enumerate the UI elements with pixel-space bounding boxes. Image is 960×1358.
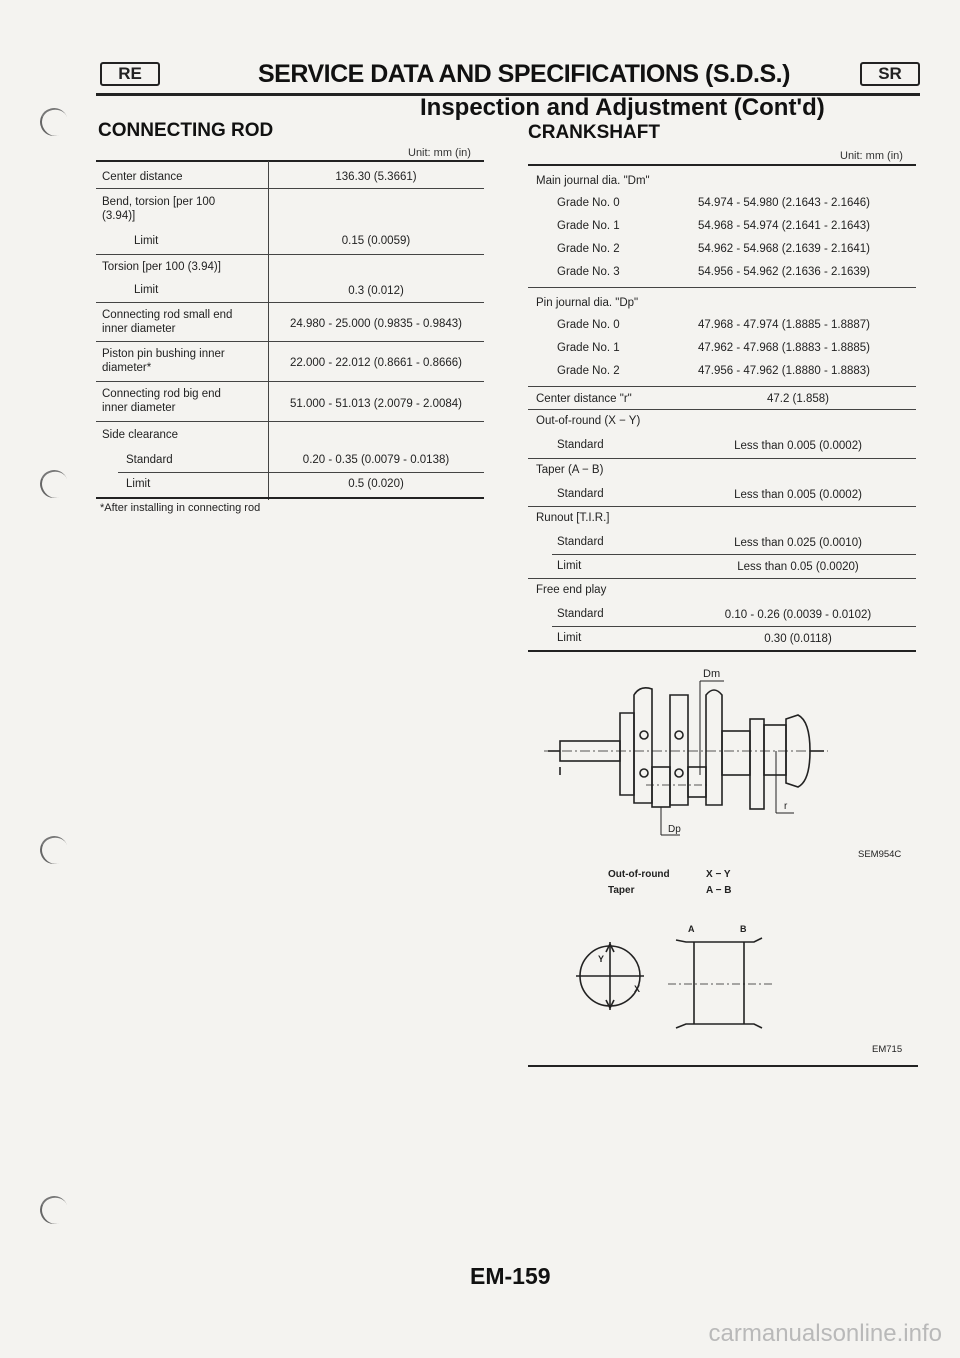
side-clearance-label: Side clearance bbox=[102, 429, 179, 441]
table-rule bbox=[118, 472, 484, 473]
binder-hole bbox=[36, 1192, 72, 1228]
runout-limit-label: Limit bbox=[557, 560, 582, 572]
table-rule bbox=[96, 497, 484, 499]
main-journal-label: Main journal dia. "Dm" bbox=[536, 175, 650, 187]
dm-label: Dm bbox=[703, 668, 721, 680]
crankshaft-title: CRANKSHAFT bbox=[528, 122, 660, 143]
table-rule bbox=[96, 188, 484, 189]
page-header-title: SERVICE DATA AND SPECIFICATIONS (S.D.S.) bbox=[258, 60, 790, 88]
page-subtitle: Inspection and Adjustment (Cont'd) bbox=[420, 94, 825, 121]
big-end-label-line1: Connecting rod big end bbox=[102, 388, 221, 400]
table-rule bbox=[528, 458, 916, 459]
table-rule bbox=[96, 421, 484, 422]
y-label: Y bbox=[598, 954, 605, 964]
grade-label: Grade No. 2 bbox=[557, 365, 620, 377]
torsion-limit-label: Limit bbox=[134, 284, 159, 296]
bend-label-line1: Bend, torsion [per 100 bbox=[102, 196, 216, 208]
center-distance-r-label: Center distance "r" bbox=[536, 393, 632, 405]
runout-label: Runout [T.I.R.] bbox=[536, 512, 610, 524]
engine-badge-sr: SR bbox=[860, 62, 920, 86]
binder-hole bbox=[36, 832, 72, 868]
center-distance-label: Center distance bbox=[102, 171, 183, 183]
side-clearance-standard-label: Standard bbox=[126, 454, 173, 466]
table-rule bbox=[528, 386, 916, 387]
bend-limit-label: Limit bbox=[134, 235, 159, 247]
small-end-label-line1: Connecting rod small end bbox=[102, 309, 233, 321]
connecting-rod-unit: Unit: mm (in) bbox=[408, 147, 471, 159]
table-rule bbox=[552, 626, 916, 627]
grade-label: Grade No. 2 bbox=[557, 243, 620, 255]
end-play-standard-label: Standard bbox=[557, 608, 604, 620]
grade-value: 54.956 - 54.962 (2.1636 - 2.1639) bbox=[698, 266, 870, 278]
page-number: EM-159 bbox=[470, 1263, 551, 1289]
figure1-code: SEM954C bbox=[858, 849, 902, 860]
legend-term-out-of-round: Out-of-round bbox=[608, 869, 670, 880]
taper-standard-label: Standard bbox=[557, 488, 604, 500]
table-rule bbox=[96, 341, 484, 342]
taper-label: Taper (A − B) bbox=[536, 464, 604, 476]
grade-label: Grade No. 0 bbox=[557, 319, 620, 331]
table-rule bbox=[96, 381, 484, 382]
table-rule bbox=[552, 554, 916, 555]
bushing-label-line1: Piston pin bushing inner bbox=[102, 348, 225, 360]
torsion-label: Torsion [per 100 (3.94)] bbox=[102, 261, 221, 273]
runout-limit-value: Less than 0.05 (0.0020) bbox=[737, 561, 859, 573]
a-label: A bbox=[688, 924, 695, 934]
grade-label: Grade No. 1 bbox=[557, 342, 620, 354]
grade-value: 54.974 - 54.980 (2.1643 - 2.1646) bbox=[698, 197, 870, 209]
journal-measurement-diagram bbox=[528, 912, 920, 1068]
small-end-label-line2: inner diameter bbox=[102, 323, 176, 335]
engine-badge-re: RE bbox=[100, 62, 160, 86]
legend-value-taper: A − B bbox=[706, 885, 732, 896]
big-end-label-line2: inner diameter bbox=[102, 402, 176, 414]
crankshaft-unit: Unit: mm (in) bbox=[840, 150, 903, 162]
bend-label-line2: (3.94)] bbox=[102, 210, 136, 222]
table-rule bbox=[528, 506, 916, 507]
taper-standard-value: Less than 0.005 (0.0002) bbox=[734, 489, 862, 501]
torsion-limit-value: 0.3 (0.012) bbox=[348, 285, 404, 297]
dp-label: Dp bbox=[668, 824, 681, 835]
figure2-code: EM715 bbox=[872, 1044, 903, 1055]
table-rule bbox=[528, 287, 916, 288]
big-end-value: 51.000 - 51.013 (2.0079 - 2.0084) bbox=[290, 398, 462, 410]
table-rule bbox=[528, 164, 916, 166]
legend-value-out-of-round: X − Y bbox=[706, 869, 731, 880]
bushing-value: 22.000 - 22.012 (0.8661 - 0.8666) bbox=[290, 357, 462, 369]
grade-label: Grade No. 0 bbox=[557, 197, 620, 209]
grade-value: 54.962 - 54.968 (2.1639 - 2.1641) bbox=[698, 243, 870, 255]
runout-standard-value: Less than 0.025 (0.0010) bbox=[734, 537, 862, 549]
small-end-value: 24.980 - 25.000 (0.9835 - 0.9843) bbox=[290, 318, 462, 330]
connecting-rod-footnote: *After installing in connecting rod bbox=[100, 502, 261, 514]
out-of-round-label: Out-of-round (X − Y) bbox=[536, 415, 641, 427]
grade-label: Grade No. 1 bbox=[557, 220, 620, 232]
pin-journal-label: Pin journal dia. "Dp" bbox=[536, 297, 639, 309]
crankshaft-diagram bbox=[528, 655, 920, 915]
r-label: r bbox=[784, 801, 788, 812]
table-rule bbox=[528, 409, 916, 410]
b-label: B bbox=[740, 924, 747, 934]
binder-hole bbox=[36, 104, 72, 140]
side-clearance-limit-value: 0.5 (0.020) bbox=[348, 478, 404, 490]
grade-value: 47.962 - 47.968 (1.8883 - 1.8885) bbox=[698, 342, 870, 354]
table-rule bbox=[96, 254, 484, 255]
end-play-limit-value: 0.30 (0.0118) bbox=[764, 633, 832, 645]
grade-value: 54.968 - 54.974 (2.1641 - 2.1643) bbox=[698, 220, 870, 232]
x-label: X bbox=[634, 984, 641, 994]
grade-label: Grade No. 3 bbox=[557, 266, 620, 278]
grade-value: 47.956 - 47.962 (1.8880 - 1.8883) bbox=[698, 365, 870, 377]
watermark: carmanualsonline.info bbox=[708, 1320, 942, 1347]
out-of-round-standard-value: Less than 0.005 (0.0002) bbox=[734, 440, 862, 452]
center-distance-r-value: 47.2 (1.858) bbox=[766, 393, 829, 405]
end-play-label: Free end play bbox=[536, 584, 607, 596]
legend-term-taper: Taper bbox=[608, 885, 635, 896]
grade-value: 47.968 - 47.974 (1.8885 - 1.8887) bbox=[698, 319, 870, 331]
table-rule bbox=[528, 578, 916, 579]
side-clearance-standard-value: 0.20 - 0.35 (0.0079 - 0.0138) bbox=[302, 454, 450, 466]
center-distance-value: 136.30 (5.3661) bbox=[335, 171, 417, 183]
table-rule bbox=[96, 302, 484, 303]
bend-limit-value: 0.15 (0.0059) bbox=[341, 235, 411, 247]
side-clearance-limit-label: Limit bbox=[126, 478, 151, 490]
end-play-limit-label: Limit bbox=[557, 632, 582, 644]
runout-standard-label: Standard bbox=[557, 536, 604, 548]
out-of-round-standard-label: Standard bbox=[557, 439, 604, 451]
binder-hole bbox=[36, 466, 72, 502]
bushing-label-line2: diameter* bbox=[102, 362, 152, 374]
end-play-standard-value: 0.10 - 0.26 (0.0039 - 0.0102) bbox=[724, 609, 872, 621]
connecting-rod-title: CONNECTING ROD bbox=[98, 120, 274, 141]
table-rule bbox=[528, 650, 916, 652]
table-rule bbox=[96, 160, 484, 162]
